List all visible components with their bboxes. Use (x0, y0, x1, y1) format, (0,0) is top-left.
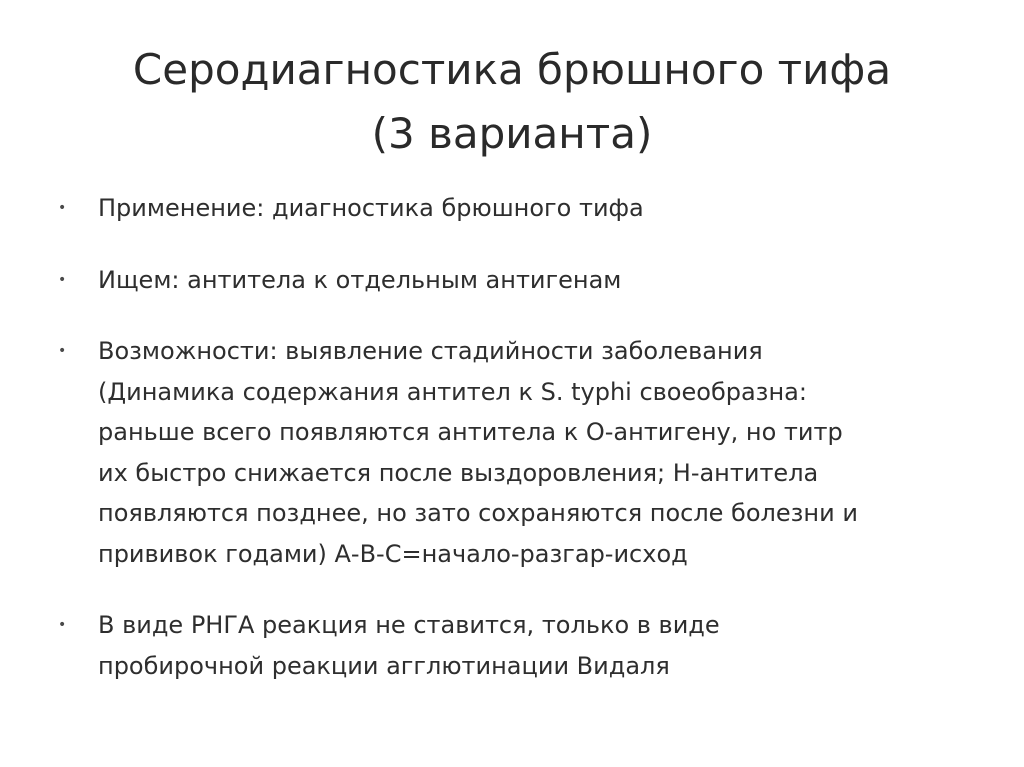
bullet-line: Возможности: выявление стадийности заболевания (98, 337, 763, 365)
bullet-line: Ищем: антитела к отдельным антигенам (98, 265, 622, 294)
bullet-list (56, 188, 976, 686)
bullet-text (98, 331, 976, 574)
bullet-line: пробирочной реакции агглютинации Видаля (98, 651, 670, 680)
slide-title-line: (3 варианта) (371, 109, 653, 158)
bullet-marker: • (58, 200, 67, 216)
bullet-item (56, 188, 976, 229)
slide-title (40, 38, 984, 166)
bullet-item (56, 331, 976, 574)
bullet-text (98, 260, 976, 301)
bullet-line: раньше всего появляются антитела к О-антигену, но титр (98, 418, 843, 446)
bullet-item (56, 605, 976, 686)
bullet-item (56, 260, 976, 301)
bullet-line: (Динамика содержания антител к S. typhi своеобразна: (98, 377, 807, 406)
bullet-line: прививок годами) А-В-С=начало-разгар-исход (98, 539, 688, 568)
bullet-text (98, 188, 976, 229)
bullet-line: появляются позднее, но зато сохраняются после болезни и (98, 499, 858, 527)
bullet-marker: • (58, 617, 67, 633)
bullet-line: В виде РНГА реакция не ставится, только в виде (98, 611, 720, 639)
slide-title-line: Серодиагностика брюшного тифа (132, 45, 892, 94)
bullet-marker: • (58, 271, 67, 288)
bullet-line: их быстро снижается после выздоровления; Н-антитела (98, 458, 819, 487)
bullet-line: Применение: диагностика брюшного тифа (98, 194, 644, 222)
bullet-marker: • (58, 343, 67, 359)
bullet-text (98, 605, 976, 686)
